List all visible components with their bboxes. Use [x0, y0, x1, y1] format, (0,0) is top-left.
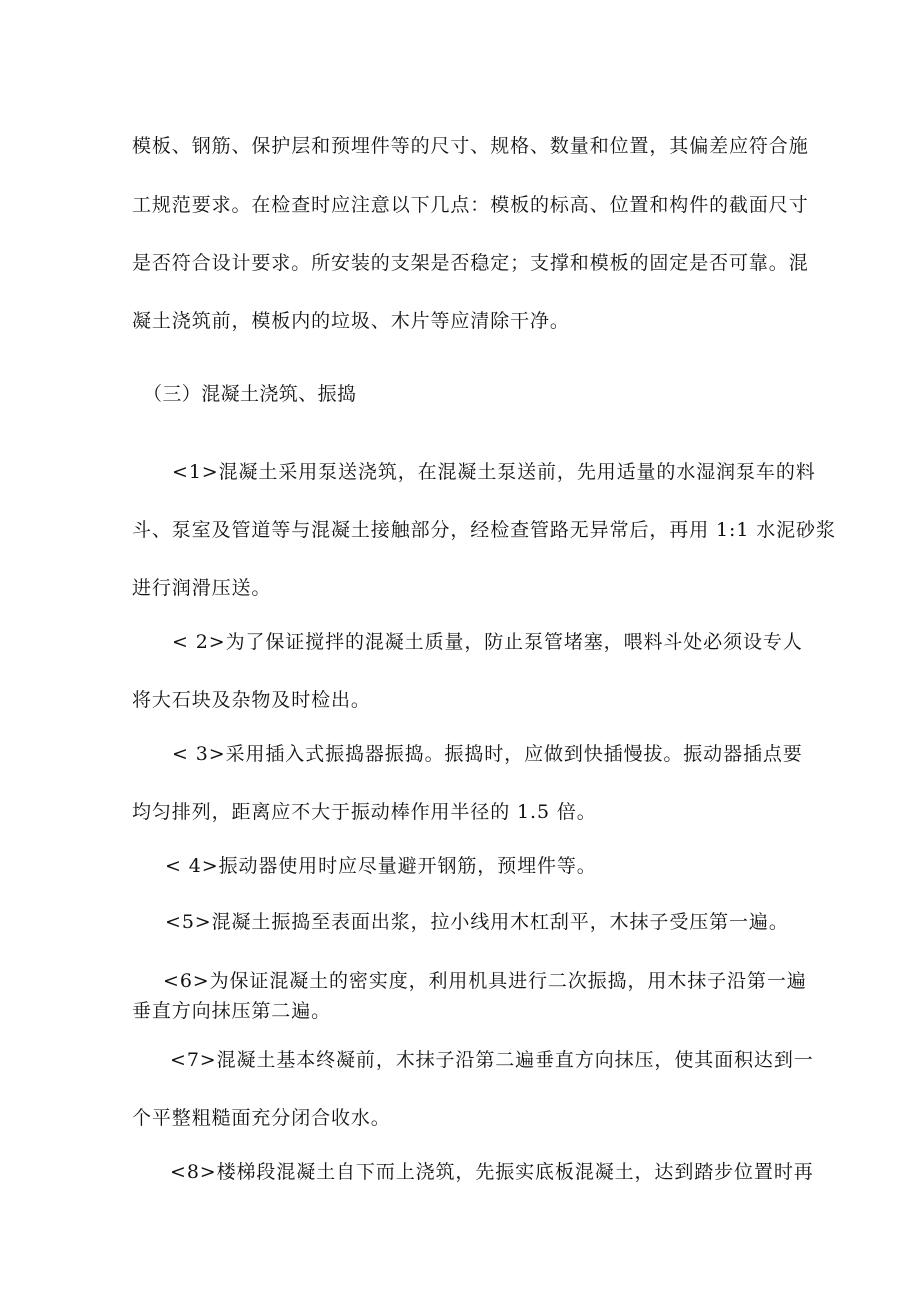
list-item-line: <7>混凝土基本终凝前，木抹子沿第二遍垂直方向抹压，使其面积达到一 — [170, 1049, 814, 1071]
list-item-line: 垂直方向抹压第二遍。 — [132, 1000, 332, 1022]
paragraph-line: 凝土浇筑前，模板内的垃圾、木片等应清除干净。 — [132, 310, 570, 332]
list-item-line: <5>混凝土振捣至表面出浆，拉小线用木杠刮平，木抹子受压第一遍。 — [165, 911, 789, 933]
list-item-line: <8>楼梯段混凝土自下而上浇筑，先振实底板混凝土，达到踏步位置时再 — [170, 1161, 814, 1183]
paragraph-line: 是否符合设计要求。所安装的支架是否稳定；支撑和模板的固定是否可靠。混 — [132, 252, 809, 274]
list-item-line: < 3>采用插入式振捣器振捣。振捣时，应做到快插慢拔。振动器插点要 — [172, 743, 803, 765]
list-item-line: 将大石块及杂物及时检出。 — [132, 689, 371, 711]
list-item-line: < 4>振动器使用时应尽量避开钢筋，预埋件等。 — [165, 855, 597, 877]
paragraph-line: 模板、钢筋、保护层和预埋件等的尺寸、规格、数量和位置，其偏差应符合施 — [132, 135, 809, 157]
list-item-line: < 2>为了保证搅拌的混凝土质量，防止泵管堵塞，喂料斗处必须设专人 — [172, 631, 803, 653]
paragraph-line: 工规范要求。在检查时应注意以下几点：模板的标高、位置和构件的截面尺寸 — [132, 194, 809, 216]
list-item-line: 进行润滑压送。 — [132, 577, 272, 599]
list-item-line: <1>混凝土采用泵送浇筑，在混凝土泵送前，先用适量的水湿润泵车的料 — [172, 461, 816, 483]
list-item-line: 均匀排列，距离应不大于振动棒作用半径的 1.5 倍。 — [132, 801, 597, 823]
section-heading: （三）混凝土浇筑、振捣 — [143, 383, 357, 405]
list-item-line: 斗、泵室及管道等与混凝土接触部分，经检查管路无异常后，再用 1:1 水泥砂浆 — [132, 519, 836, 541]
list-item-line: 个平整粗糙面充分闭合收水。 — [132, 1107, 391, 1129]
list-item-line: <6>为保证混凝土的密实度，利用机具进行二次振捣，用木抹子沿第一遍 — [163, 970, 807, 992]
